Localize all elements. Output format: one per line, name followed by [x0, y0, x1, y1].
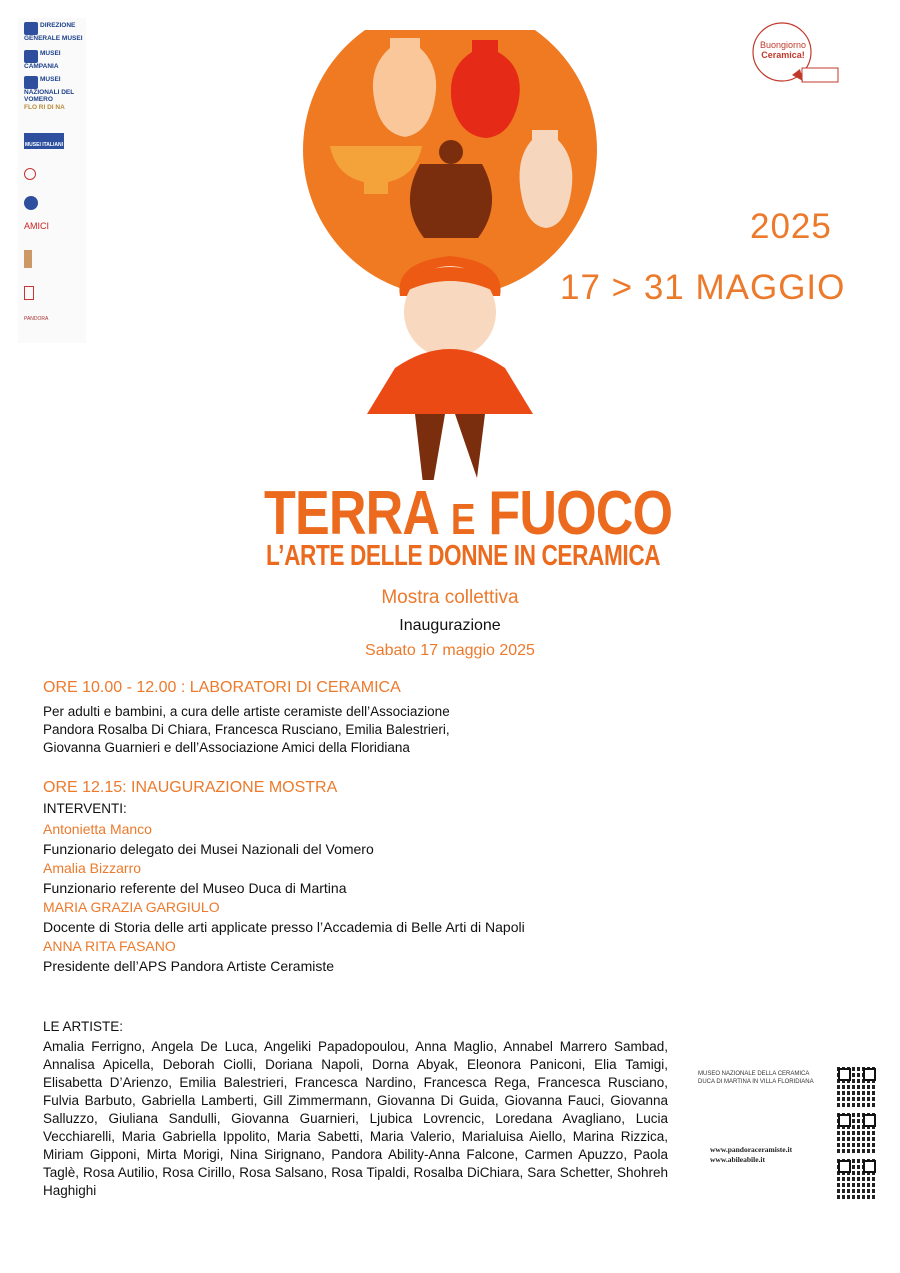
website-pandora[interactable]: www.pandoraceramiste.it	[710, 1145, 793, 1154]
inaugurazione-heading: ORE 12.15: INAUGURAZIONE MOSTRA	[43, 779, 338, 796]
speaker-name: Amalia Bizzarro	[43, 860, 142, 876]
qr-code[interactable]	[837, 1067, 877, 1107]
pot-dark	[410, 164, 492, 238]
amici-floridiana-logo: AMICI	[24, 221, 50, 231]
buongiorno-ceramica-badge	[752, 20, 842, 105]
speaker-role: Funzionario delegato dei Musei Nazionali del Vomero	[43, 840, 374, 857]
qr-code[interactable]	[837, 1159, 877, 1199]
event-year: 2025	[750, 207, 832, 246]
laboratori-description: Per adulti e bambini, a cura delle artiste ceramiste dell’Associazione Pandora Rosalba Di Chiara, Francesca Rusciano, Emilia Balestrieri, Giovanna Guarnieri e dell’Associazione Amici della Floridiana	[43, 704, 450, 755]
speaker-role: Docente di Storia delle arti applicate presso l’Accademia di Belle Arti di Napoli	[43, 918, 525, 935]
direzione-generale-musei-logo: DIREZIONE GENERALE MUSEI	[24, 22, 83, 42]
badge-text: Buongiorno Ceramica!	[759, 40, 807, 60]
sponsor-logo-2	[24, 196, 38, 212]
pandora-logo: PANDORA	[24, 316, 49, 322]
museo-label: MUSEO NAZIONALE DELLA CERAMICA DUCA DI MARTINA IN VILLA FLORIDIANA	[698, 1071, 814, 1085]
speaker-name: ANNA RITA FASANO	[43, 938, 176, 954]
musei-campania-logo: MUSEI CAMPANIA	[24, 50, 61, 70]
ceramics-woman-illustration	[300, 30, 610, 480]
mostra-collettiva: Mostra collettiva	[381, 587, 519, 608]
artiste-section	[43, 1018, 668, 1200]
inaugurazione-section	[43, 779, 693, 976]
event-dates: 17 > 31 MAGGIO	[560, 268, 846, 307]
speakers-list	[43, 820, 693, 976]
interventi-label: INTERVENTI:	[43, 801, 127, 816]
artiste-heading: LE ARTISTE:	[43, 1019, 124, 1034]
websites	[710, 1145, 792, 1165]
website-abileabile[interactable]: www.abileabile.it	[710, 1155, 766, 1164]
event-subtitle: L’ARTE DELLE DONNE IN CERAMICA	[266, 540, 661, 572]
speaker-role: Presidente dell’APS Pandora Artiste Ceramiste	[43, 957, 335, 974]
qr-code[interactable]	[837, 1113, 877, 1153]
floridiana-logo: FLO RI DI NA	[24, 104, 65, 111]
laboratori-heading: ORE 10.00 - 12.00 : LABORATORI DI CERAMICA	[43, 679, 401, 696]
speaker-name: MARIA GRAZIA GARGIULO	[43, 899, 220, 915]
speaker-name: Antonietta Manco	[43, 821, 152, 837]
sponsor-logo-1	[24, 168, 36, 182]
laboratori-section	[43, 679, 663, 757]
musei-italiani-logo: MUSEI ITALIANI	[24, 133, 64, 149]
artiste-list: Amalia Ferrigno, Angela De Luca, Angeliki Papadopoulou, Anna Maglio, Annabel Marrero Sambad, Annalisa Apicella, Deborah Ciolli, Doriana Napoli, Dorna Abyak, Eleonora Paniconi, Elia Tamigi, Elisabetta D’Arienzo, Emilia Balestrieri, Francesca Nardino, Francesca Rega, Francesca Rusciano, Fulvia Barbuto, Gabriella Lamberti, Gill Zimmermann, Giovanna Di Guida, Giovanna Fauci, Giovanna Salluzzo, Giuliana Sandulli, Giovanna Guarnieri, Ljubica Lovrencic, Loredana Avagliano, Lucia Vecchiarelli, Maria Gabriella Ippolito, Maria Sabetti, Maria Valerio, Marialuisa Aiello, Marina Rizzica, Miriam Gipponi, Mirta Morigi, Nina Sirignano, Pandora Ability-Anna Falcone, Carmen Apuzzo, Paola Taglè, Rosa Autilio, Rosa Cirillo, Rosa Salsano, Rosa Tipaldi, Rosalba DiChiara, Sara Schetter, Shohreh Haghighi	[43, 1039, 668, 1198]
event-title: TERRA E FUOCO	[264, 479, 673, 548]
sponsor-logo-4	[24, 286, 34, 302]
sponsor-logo-3	[24, 250, 32, 270]
musei-vomero-logo: MUSEI NAZIONALI DEL VOMERO	[24, 76, 75, 103]
inaugurazione-label: Inaugurazione	[399, 617, 501, 634]
sponsor-logos-sidebar	[18, 18, 86, 343]
inaugurazione-date: Sabato 17 maggio 2025	[365, 642, 535, 659]
speaker-role: Funzionario referente del Museo Duca di Martina	[43, 879, 347, 896]
dress	[367, 349, 533, 414]
